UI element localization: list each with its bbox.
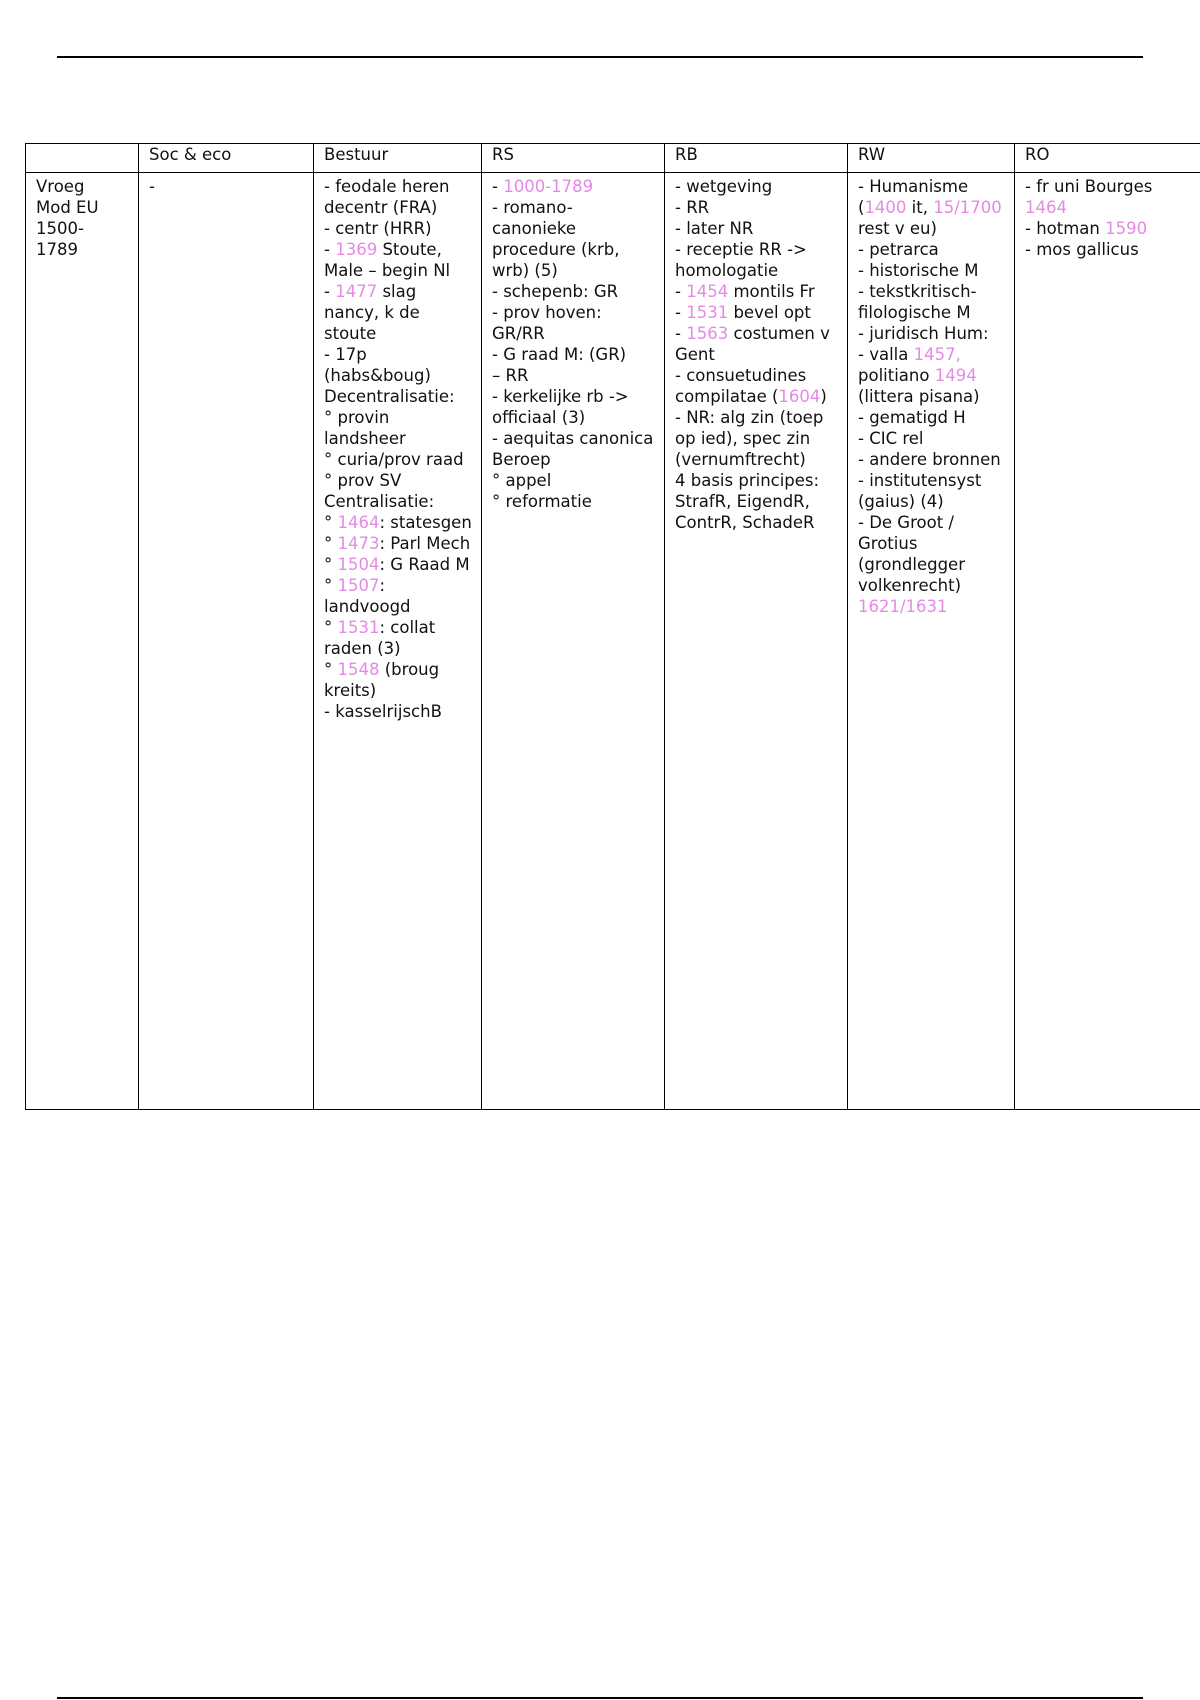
cell-line xyxy=(1025,176,1192,218)
note-text: : statesgen xyxy=(379,513,472,532)
cell-line xyxy=(324,701,473,722)
history-table xyxy=(25,143,1200,1110)
note-text: - RR xyxy=(675,198,710,217)
ro-cell xyxy=(1015,173,1200,1110)
cell-line xyxy=(675,407,839,470)
cell-line xyxy=(858,428,1006,449)
date-text: 1531 xyxy=(686,303,729,322)
cell-line xyxy=(858,239,1006,260)
cell-line xyxy=(675,218,839,239)
date-text: 1604 xyxy=(778,387,821,406)
cell-line xyxy=(858,323,1006,344)
date-text: 1531 xyxy=(337,618,380,637)
note-text: - gematigd H xyxy=(858,408,966,427)
note-text: ° curia/prov raad xyxy=(324,450,464,469)
date-text: 1473 xyxy=(337,534,380,553)
note-text: slag nancy, k de stoute xyxy=(324,282,420,343)
cell-line xyxy=(675,281,839,302)
note-text: - centr (HRR) xyxy=(324,219,432,238)
note-text: - hotman xyxy=(1025,219,1106,238)
note-text: - petrarca xyxy=(858,240,939,259)
rs-cell xyxy=(482,173,665,1110)
cell-line xyxy=(675,302,839,323)
header-rb: RB xyxy=(665,144,848,173)
period-label-line: Vroeg xyxy=(36,177,85,196)
note-text: : collat raden (3) xyxy=(324,618,436,658)
cell-line xyxy=(492,281,656,302)
note-text: Beroep xyxy=(492,450,551,469)
header-bestuur: Bestuur xyxy=(314,144,482,173)
note-text: Stoute, Male – begin Nl xyxy=(324,240,451,280)
cell-line xyxy=(675,323,839,365)
cell-line xyxy=(675,365,839,407)
note-text: - schepenb: GR xyxy=(492,282,619,301)
cell-line xyxy=(324,449,473,470)
cell-line xyxy=(858,470,1006,512)
note-text: - 17p (habs&boug) xyxy=(324,345,431,385)
note-text: - mos gallicus xyxy=(1025,240,1139,259)
header-rs: RS xyxy=(482,144,665,173)
note-text: - valla xyxy=(858,345,914,364)
header-ro: RO xyxy=(1015,144,1200,173)
soc-eco-text: - xyxy=(149,177,155,196)
note-text: it, xyxy=(906,198,934,217)
note-text: - receptie RR -> homologatie xyxy=(675,240,807,280)
cell-line xyxy=(492,344,656,365)
date-text: 1464 xyxy=(337,513,380,532)
date-text: 1369 xyxy=(335,240,378,259)
date-text: 1590 xyxy=(1105,219,1148,238)
date-text: 1454 xyxy=(686,282,729,301)
cell-line xyxy=(492,428,656,449)
cell-line xyxy=(1025,218,1192,239)
period-row xyxy=(26,173,1200,1110)
cell-line xyxy=(675,470,839,533)
note-text: : G Raad M xyxy=(379,555,470,574)
note-text: (littera pisana) xyxy=(858,387,980,406)
header-row xyxy=(26,144,1200,173)
cell-line xyxy=(492,365,656,386)
note-text: ° appel xyxy=(492,471,552,490)
note-text: - prov hoven: GR/RR xyxy=(492,303,602,343)
header-blank xyxy=(26,144,139,173)
cell-line xyxy=(324,659,473,701)
note-text: Decentralisatie: xyxy=(324,387,455,406)
cell-line xyxy=(492,386,656,428)
header-rule xyxy=(57,56,1143,58)
cell-line xyxy=(324,281,473,344)
cell-line xyxy=(492,449,656,470)
cell-line xyxy=(324,176,473,218)
cell-line xyxy=(324,470,473,491)
header-soc-eco: Soc & eco xyxy=(139,144,314,173)
cell-line xyxy=(858,260,1006,281)
cell-line xyxy=(858,344,1006,407)
cell-line xyxy=(324,554,473,575)
cell-line xyxy=(675,197,839,218)
cell-line xyxy=(324,491,473,512)
cell-line xyxy=(324,386,473,407)
cell-line xyxy=(492,197,656,281)
note-text: - xyxy=(675,324,687,343)
date-text: 1477 xyxy=(335,282,378,301)
note-text: : Parl Mech xyxy=(379,534,471,553)
note-text: – RR xyxy=(492,366,529,385)
date-text: 1507 xyxy=(337,576,380,595)
cell-line xyxy=(324,239,473,281)
note-text: - kasselrijschB xyxy=(324,702,442,721)
period-label-line: Mod EU xyxy=(36,198,99,217)
note-text: - xyxy=(492,177,504,196)
note-text: : landvoogd xyxy=(324,576,411,616)
note-text: - juridisch Hum: xyxy=(858,324,989,343)
note-text: - xyxy=(324,282,336,301)
note-text: - institutensyst (gaius) (4) xyxy=(858,471,982,511)
cell-line xyxy=(492,470,656,491)
note-text: ) xyxy=(820,387,827,406)
period-label-line: 1500- xyxy=(36,219,84,238)
note-text: - Humanisme ( xyxy=(858,177,969,217)
date-text: 1621/1631 xyxy=(858,597,948,616)
note-text: ° xyxy=(324,555,338,574)
note-text: - romano-canonieke procedure (krb, wrb) (5) xyxy=(492,198,620,280)
cell-line xyxy=(675,176,839,197)
cell-line xyxy=(858,512,1006,617)
note-text: ° provin landsheer xyxy=(324,408,406,448)
cell-line xyxy=(675,239,839,281)
note-text: - xyxy=(675,303,687,322)
cell-line xyxy=(858,449,1006,470)
bestuur-cell xyxy=(314,173,482,1110)
note-text: politiano xyxy=(858,366,935,385)
date-text: 1400 xyxy=(864,198,907,217)
cell-line xyxy=(324,218,473,239)
note-text: costumen v Gent xyxy=(675,324,830,364)
cell-line xyxy=(492,302,656,344)
period-label-line: 1789 xyxy=(36,240,78,259)
date-text: 1000-1789 xyxy=(503,177,594,196)
note-text: bevel opt xyxy=(728,303,811,322)
note-text: ° reformatie xyxy=(492,492,592,511)
cell-line xyxy=(324,575,473,617)
date-text: 1464 xyxy=(1025,198,1067,217)
header-rw: RW xyxy=(848,144,1015,173)
note-text: ° xyxy=(324,513,338,532)
note-text: rest v eu) xyxy=(858,219,937,238)
cell-line xyxy=(324,617,473,659)
note-text: - De Groot / Grotius (grondlegger volkenrecht) xyxy=(858,513,965,595)
note-text: - later NR xyxy=(675,219,754,238)
cell-line xyxy=(324,533,473,554)
date-text: 1457, xyxy=(913,345,961,364)
rw-cell xyxy=(848,173,1015,1110)
note-text: ° prov SV xyxy=(324,471,402,490)
note-text: - wetgeving xyxy=(675,177,773,196)
date-text: 15/1700 xyxy=(933,198,1002,217)
note-text: ° xyxy=(324,618,338,637)
note-text: - xyxy=(324,240,336,259)
date-text: 1504 xyxy=(337,555,380,574)
note-text: - xyxy=(675,282,687,301)
cell-line xyxy=(858,176,1006,239)
cell-line xyxy=(324,344,473,386)
cell-line xyxy=(1025,239,1192,260)
note-text: - NR: alg zin (toep op ied), spec zin (vernumftrecht) xyxy=(675,408,824,469)
note-text: (broug kreits) xyxy=(324,660,440,700)
note-text: - G raad M: (GR) xyxy=(492,345,627,364)
note-text: - CIC rel xyxy=(858,429,924,448)
note-text: - andere bronnen xyxy=(858,450,1001,469)
note-text: Centralisatie: xyxy=(324,492,435,511)
note-text: ° xyxy=(324,660,338,679)
period-label-cell xyxy=(26,173,139,1110)
cell-line xyxy=(492,176,656,197)
note-text: - kerkelijke rb -> officiaal (3) xyxy=(492,387,629,427)
cell-line xyxy=(492,491,656,512)
rb-cell xyxy=(665,173,848,1110)
note-text: - feodale heren decentr (FRA) xyxy=(324,177,450,217)
note-text: - tekstkritisch-filologische M xyxy=(858,282,977,322)
cell-line xyxy=(324,407,473,449)
note-text: ° xyxy=(324,534,338,553)
date-text: 1548 xyxy=(337,660,380,679)
note-text: 4 basis principes: StrafR, EigendR, ContrR, SchadeR xyxy=(675,471,820,532)
cell-line xyxy=(858,281,1006,323)
note-text: ° xyxy=(324,576,338,595)
cell-line xyxy=(858,407,1006,428)
note-text: - consuetudines compilatae ( xyxy=(675,366,807,406)
note-text: montils Fr xyxy=(728,282,815,301)
note-text: - aequitas canonica xyxy=(492,429,654,448)
note-text: - fr uni Bourges xyxy=(1025,177,1153,196)
cell-line xyxy=(324,512,473,533)
footer-rule xyxy=(57,1697,1143,1699)
soc-eco-cell xyxy=(139,173,314,1110)
date-text: 1563 xyxy=(686,324,729,343)
note-text: - historische M xyxy=(858,261,979,280)
date-text: 1494 xyxy=(934,366,977,385)
